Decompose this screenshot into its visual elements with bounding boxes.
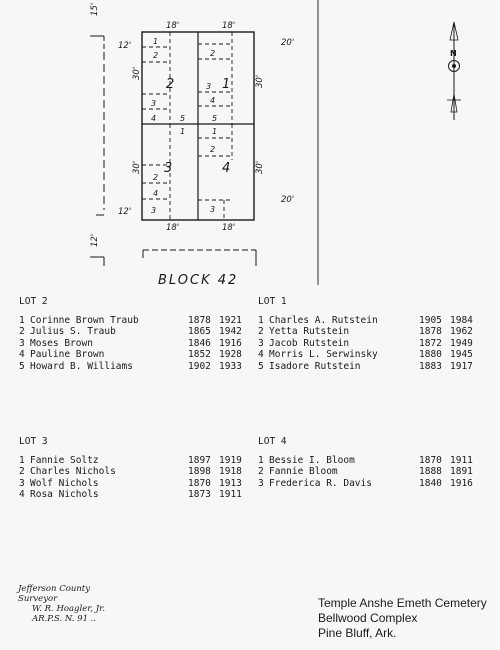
grave-row bbox=[258, 478, 478, 490]
birth-year: 1873 bbox=[188, 489, 211, 500]
dimension-labels bbox=[90, 3, 294, 247]
birth-year: 1880 bbox=[419, 349, 442, 360]
svg-text:1: 1 bbox=[153, 37, 159, 46]
death-year: 1911 bbox=[219, 489, 242, 500]
grave-row bbox=[258, 338, 478, 350]
death-year: 1916 bbox=[219, 337, 242, 349]
birth-year: 1905 bbox=[419, 314, 442, 326]
lot-2-section bbox=[19, 296, 247, 372]
svg-text:2: 2 bbox=[210, 145, 216, 154]
surveyor-name: W. R. Hoagler, Jr. bbox=[32, 604, 106, 614]
dim-bottom-left: 18' bbox=[166, 223, 180, 233]
grave-row bbox=[19, 489, 247, 501]
svg-text:4: 4 bbox=[151, 114, 157, 123]
birth-year: 1898 bbox=[188, 466, 211, 477]
grave-name: Isadore Rutstein bbox=[269, 360, 361, 372]
block-label: BLOCK 42 bbox=[158, 273, 239, 288]
dim-left-12-lower: 12' bbox=[118, 207, 132, 217]
birth-year: 1878 bbox=[419, 326, 442, 337]
birth-year: 1870 bbox=[188, 477, 211, 489]
dim-right-20-lower: 20' bbox=[281, 195, 295, 205]
grave-row bbox=[19, 455, 247, 467]
north-arrow-icon bbox=[447, 22, 461, 120]
svg-text:1: 1 bbox=[180, 127, 186, 136]
death-year: 1913 bbox=[219, 477, 242, 489]
grave-row bbox=[19, 315, 247, 327]
grave-name: Bessie I. Bloom bbox=[269, 454, 355, 466]
grave-number: 3 bbox=[19, 337, 25, 349]
dim-top-right: 18' bbox=[222, 21, 236, 31]
grave-number: 2 bbox=[19, 466, 25, 477]
svg-text:5: 5 bbox=[180, 114, 186, 123]
dim-top-left: 18' bbox=[166, 21, 180, 31]
grave-name: Wolf Nichols bbox=[30, 477, 99, 489]
grave-name: Rosa Nichols bbox=[30, 489, 99, 500]
lot-number-2: 2 bbox=[166, 77, 175, 92]
grave-number: 4 bbox=[19, 349, 25, 360]
lot-1-heading: LOT 1 bbox=[258, 296, 287, 307]
grave-number: 3 bbox=[258, 477, 264, 489]
birth-year: 1878 bbox=[188, 314, 211, 326]
grave-name: Charles Nichols bbox=[30, 466, 116, 477]
grave-number: 5 bbox=[19, 360, 25, 372]
lot-number-4: 4 bbox=[222, 161, 231, 176]
dim-left-12-upper: 12' bbox=[118, 41, 132, 51]
birth-year: 1852 bbox=[188, 349, 211, 360]
svg-text:1: 1 bbox=[212, 127, 218, 136]
surveyor-title: Jefferson County Surveyor bbox=[18, 584, 90, 604]
birth-year: 1872 bbox=[419, 337, 442, 349]
birth-year: 1897 bbox=[188, 454, 211, 466]
death-year: 1984 bbox=[450, 314, 473, 326]
grave-number: 3 bbox=[258, 337, 264, 349]
death-year: 1962 bbox=[450, 326, 473, 337]
grave-number: 1 bbox=[258, 314, 264, 326]
grave-row bbox=[258, 349, 478, 361]
grave-number: 2 bbox=[19, 326, 25, 337]
grave-plot-numbers bbox=[151, 37, 217, 215]
death-year: 1911 bbox=[450, 454, 473, 466]
north-label: N bbox=[450, 49, 457, 58]
svg-text:4: 4 bbox=[210, 96, 216, 105]
birth-year: 1870 bbox=[419, 454, 442, 466]
cemetery-name: Temple Anshe Emeth Cemetery bbox=[318, 596, 487, 610]
grave-row bbox=[19, 349, 247, 361]
grave-name: Yetta Rutstein bbox=[269, 326, 350, 337]
grave-name: Jacob Rutstein bbox=[269, 337, 350, 349]
grave-row bbox=[258, 466, 478, 478]
grave-name: Charles A. Rutstein bbox=[269, 314, 378, 326]
grave-number: 1 bbox=[19, 314, 25, 326]
birth-year: 1840 bbox=[419, 477, 442, 489]
grave-name: Moses Brown bbox=[30, 337, 93, 349]
grave-row bbox=[258, 326, 478, 338]
lot-2-heading: LOT 2 bbox=[19, 296, 48, 307]
grave-row bbox=[19, 338, 247, 350]
lot-number-3: 3 bbox=[164, 161, 173, 176]
dim-right-20-upper: 20' bbox=[281, 38, 295, 48]
grave-number: 2 bbox=[258, 326, 264, 337]
lot-3-section bbox=[19, 436, 247, 501]
grave-name: Corinne Brown Traub bbox=[30, 314, 139, 326]
surveyor-signature bbox=[18, 584, 128, 624]
lot-4-section bbox=[258, 436, 478, 489]
dim-bottom-right: 18' bbox=[222, 223, 236, 233]
lot-4-heading: LOT 4 bbox=[258, 436, 287, 447]
grave-row bbox=[258, 361, 478, 373]
dim-left-30-lower: 30' bbox=[132, 160, 142, 174]
death-year: 1917 bbox=[450, 360, 473, 372]
death-year: 1918 bbox=[219, 466, 242, 477]
dim-right-30-upper: 30' bbox=[255, 74, 265, 88]
death-year: 1919 bbox=[219, 454, 242, 466]
grave-row bbox=[19, 361, 247, 373]
grave-name: Fannie Bloom bbox=[269, 466, 338, 477]
svg-text:3: 3 bbox=[151, 206, 157, 215]
grave-number: 2 bbox=[258, 466, 264, 477]
grave-number: 3 bbox=[19, 477, 25, 489]
birth-year: 1902 bbox=[188, 360, 211, 372]
svg-text:3: 3 bbox=[210, 205, 216, 214]
birth-year: 1888 bbox=[419, 466, 442, 477]
death-year: 1921 bbox=[219, 314, 242, 326]
surveyor-registration: AR.P.S. N. 91 .. bbox=[32, 614, 97, 624]
dim-top-15: 15' bbox=[90, 2, 100, 16]
dim-bottom-12: 12' bbox=[90, 233, 100, 247]
death-year: 1949 bbox=[450, 337, 473, 349]
death-year: 1916 bbox=[450, 477, 473, 489]
death-year: 1928 bbox=[219, 349, 242, 360]
grave-name: Fannie Soltz bbox=[30, 454, 99, 466]
grave-name: Julius S. Traub bbox=[30, 326, 116, 337]
cemetery-caption bbox=[318, 596, 498, 641]
birth-year: 1883 bbox=[419, 360, 442, 372]
grave-name: Howard B. Williams bbox=[30, 360, 133, 372]
grave-number: 1 bbox=[19, 454, 25, 466]
grave-row bbox=[258, 315, 478, 327]
grave-number: 1 bbox=[258, 454, 264, 466]
death-year: 1942 bbox=[219, 326, 242, 337]
lot-number-1: 1 bbox=[222, 77, 231, 92]
svg-text:4: 4 bbox=[153, 189, 159, 198]
grave-name: Pauline Brown bbox=[30, 349, 105, 360]
svg-text:3: 3 bbox=[151, 99, 157, 108]
lot-1-section bbox=[258, 296, 478, 372]
grave-number: 5 bbox=[258, 360, 264, 372]
location: Pine Bluff, Ark. bbox=[318, 626, 397, 640]
complex-name: Bellwood Complex bbox=[318, 611, 418, 625]
grave-row bbox=[19, 326, 247, 338]
svg-text:2: 2 bbox=[153, 173, 159, 182]
svg-text:3: 3 bbox=[206, 82, 212, 91]
grave-number: 4 bbox=[258, 349, 264, 360]
dim-left-30-upper: 30' bbox=[132, 66, 142, 80]
death-year: 1933 bbox=[219, 360, 242, 372]
dim-right-30-lower: 30' bbox=[255, 160, 265, 174]
grave-name: Morris L. Serwinsky bbox=[269, 349, 378, 360]
grave-row bbox=[258, 455, 478, 467]
death-year: 1891 bbox=[450, 466, 473, 477]
svg-text:2: 2 bbox=[210, 49, 216, 58]
grave-number: 4 bbox=[19, 489, 25, 500]
grave-name: Frederica R. Davis bbox=[269, 477, 372, 489]
birth-year: 1865 bbox=[188, 326, 211, 337]
lot-3-heading: LOT 3 bbox=[19, 436, 48, 447]
grave-row bbox=[19, 478, 247, 490]
svg-text:2: 2 bbox=[153, 51, 159, 60]
grave-row bbox=[19, 466, 247, 478]
death-year: 1945 bbox=[450, 349, 473, 360]
birth-year: 1846 bbox=[188, 337, 211, 349]
svg-text:5: 5 bbox=[212, 114, 218, 123]
block-42-plat-diagram bbox=[0, 0, 500, 290]
